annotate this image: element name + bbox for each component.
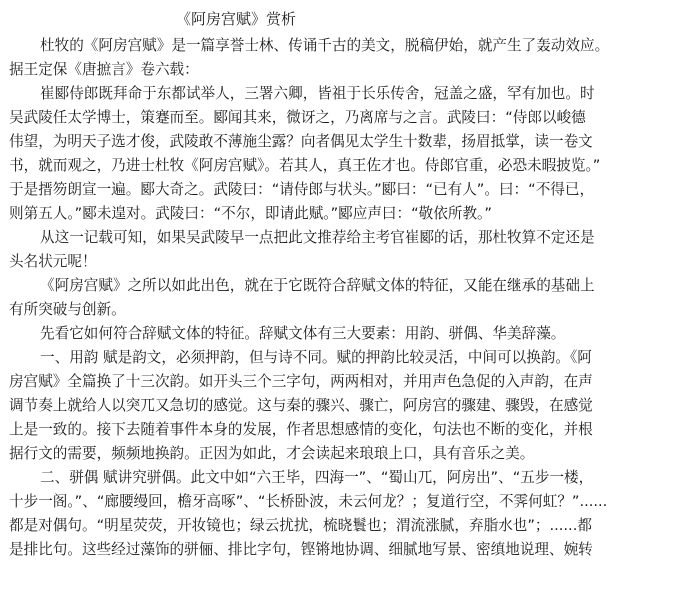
- text-line: 都是对偶句。“明星荧荧，开妆镜也；绿云扰扰，梳晓鬟也；渭流涨腻，弃脂水也”；......都: [9, 517, 592, 534]
- article-title: 《阿房宫赋》赏析: [176, 10, 297, 28]
- text-line: 从这一记载可知，如果吴武陵早一点把此文推荐给主考官崔郾的话，那杜牧算不定还是: [40, 229, 595, 246]
- text-line: 吴武陵任太学博士，策蹇而至。郾闻其来，微讶之，乃离席与之言。武陵曰：“侍郎以峻德: [9, 109, 586, 126]
- text-line: 二、骈偶 赋讲究骈偶。此文中如“六王毕，四海一”、“蜀山兀，阿房出”、“五步一楼，: [40, 469, 594, 486]
- text-line: 一、用韵 赋是韵文，必须押韵，但与诗不同。赋的押韵比较灵活，中间可以换韵。《阿: [40, 349, 592, 366]
- text-line: 调节奏上就给人以突兀又急切的感觉。这与秦的骤兴、骤亡，阿房宫的骤建、骤毁，在感觉: [9, 397, 593, 414]
- text-line: 据王定保《唐摭言》卷六载：: [9, 61, 199, 78]
- text-line: 头名状元呢！: [9, 253, 97, 270]
- text-line: 书，就而观之，乃进士杜牧《阿房宫赋》。若其人，真王佐才也。侍郎官重，必恐未暇披览。”: [9, 157, 601, 174]
- text-line: 杜牧的《阿房宫赋》是一篇享誉士林、传诵千古的美文，脱稿伊始，就产生了轰动效应。: [40, 37, 610, 54]
- text-line: 十步一阁。”、“廊腰缦回，檐牙高啄”、“长桥卧波，未云何龙？；复道行空，不霁何虹？”......: [9, 493, 608, 510]
- text-line: 上是一致的。接下去随着事件本身的发展，作者思想感情的变化，句法也不断的变化，并根: [9, 421, 593, 438]
- text-line: 有所突破与创新。: [9, 301, 126, 318]
- text-line: 据行文的需要，频频地换韵。正因为如此，才会读起来琅琅上口，具有音乐之美。: [9, 445, 535, 462]
- text-line: 崔郾侍郎既拜命于东都试举人，三署六卿，皆祖于长乐传舍，冠盖之盛，罕有加也。时: [40, 85, 595, 102]
- text-line: 于是搢笏朗宣一遍。郾大奇之。武陵曰：“请侍郎与状头。”郾曰：“已有人”。曰：“不得已，: [9, 181, 595, 198]
- text-line: 先看它如何符合辞赋文体的特征。辞赋文体有三大要素：用韵、骈偶、华美辞藻。: [40, 325, 566, 342]
- text-line: 伟望，为明天子选才俊，武陵敢不薄施尘露？向者偶见太学生十数辈，扬眉抵掌，读一卷文: [9, 133, 593, 150]
- text-line: 《阿房宫赋》之所以如此出色，就在于它既符合辞赋文体的特征，又能在继承的基础上: [40, 277, 595, 294]
- text-line: 则第五人。”郾未遑对。武陵曰：“不尔，即请此赋。”郾应声曰：“敬依所教。”: [9, 205, 492, 222]
- text-line: 房宫赋》全篇换了十三次韵。如开头三个三字句，两两相对，并用声色急促的入声韵，在声: [9, 373, 593, 390]
- text-line: 是排比句。这些经过藻饰的骈俪、排比字句，铿锵地协调、细腻地写景、密缜地说理、婉转: [9, 541, 593, 558]
